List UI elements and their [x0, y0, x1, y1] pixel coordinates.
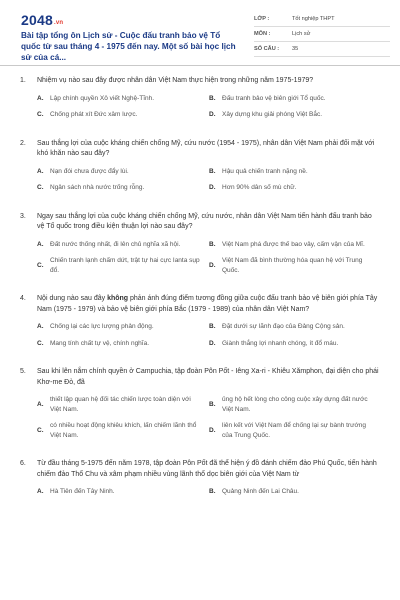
option-letter: B. [209, 400, 216, 408]
option-text: ủng hộ hết lòng cho công cuộc xây dựng đất nước Việt Nam. [222, 396, 368, 413]
answer-option-a[interactable] [37, 322, 209, 332]
answer-option-b[interactable] [209, 167, 381, 177]
answer-option-c[interactable] [37, 183, 209, 193]
meta-value: Tốt nghiệp THPT [292, 16, 335, 22]
answer-option-a[interactable] [37, 240, 209, 250]
answer-option-b[interactable] [209, 94, 381, 104]
answer-options [37, 94, 380, 127]
option-letter: B. [209, 240, 216, 248]
header-divider [0, 65, 400, 66]
option-letter: D. [209, 339, 216, 347]
option-text: Chống phát xít Đức xâm lược. [50, 111, 138, 118]
answer-option-b[interactable] [209, 240, 381, 250]
option-text: Hơn 90% dân số mù chữ. [222, 184, 297, 191]
option-text: Đặt dưới sự lãnh đạo của Đảng Cộng sản. [222, 323, 345, 330]
option-text: Ngân sách nhà nước trống rỗng. [50, 184, 145, 191]
meta-row-subject [254, 27, 390, 42]
meta-value: Lịch sử [292, 31, 311, 37]
answer-option-d[interactable] [209, 339, 381, 349]
answer-options [37, 167, 380, 200]
answer-option-c[interactable] [37, 256, 209, 275]
question-2 [0, 139, 400, 200]
option-text: liên kết với Việt Nam để chống lại sự bành trướng của Trung Quốc. [222, 422, 366, 439]
option-letter: A. [37, 94, 44, 102]
answer-options [37, 322, 380, 355]
question-5 [0, 367, 400, 447]
answer-option-d[interactable] [209, 110, 381, 120]
answer-option-d[interactable] [209, 183, 381, 193]
question-number: 1. [20, 77, 26, 84]
answer-option-a[interactable] [37, 487, 209, 497]
question-number: 3. [20, 212, 26, 220]
question-number: 2. [20, 139, 26, 147]
option-letter: D. [209, 261, 216, 269]
question-text: Nhiệm vụ nào sau đây được nhân dân Việt Nam thực hiện trong những năm 1975-1979? [37, 77, 314, 84]
logo-suffix: .vn [53, 20, 64, 26]
question-number: 4. [20, 295, 26, 302]
exam-title: Bài tập tổng ôn Lịch sử - Cuộc đấu tranh bảo vệ Tổ quốc từ sau tháng 4 - 1975 đến nay. Một số bài học lịch sử của cá... [21, 31, 236, 62]
option-text: có nhiều hoạt động khiêu khích, lấn chiếm lãnh thổ Việt Nam. [50, 422, 197, 439]
option-letter: C. [37, 261, 44, 269]
option-text: Hà Tiên đến Tây Ninh. [50, 488, 115, 495]
brand-logo[interactable] [21, 12, 63, 28]
meta-value: 35 [292, 46, 299, 52]
option-text: Quảng Ninh đến Lai Châu. [222, 488, 299, 495]
answer-option-a[interactable] [37, 94, 209, 104]
option-letter: B. [209, 323, 216, 330]
question-text: Nội dung nào sau đây không phản ánh đúng điểm tương đồng giữa cuộc đấu tranh bảo vệ biên giới phía Tây Nam (1975 - 1979) và bảo vệ biên giới phía Bắc (1979 - 1989) của nhân dân Việt Nam? [37, 295, 378, 313]
option-letter: D. [209, 184, 216, 191]
question-text: Ngay sau thắng lợi của cuộc kháng chiến chống Mỹ, cứu nước, nhân dân Việt Nam tiến hành đấu tranh bảo vệ Tổ quốc trong điều kiện thuận lợi nào sau đây? [37, 212, 372, 230]
question-4 [0, 294, 400, 355]
option-letter: C. [37, 426, 44, 434]
meta-label: SỐ CÂU : [254, 46, 280, 52]
question-number: 6. [20, 460, 26, 467]
answer-option-c[interactable] [37, 421, 209, 440]
option-text: Đất nước thống nhất, đi lên chủ nghĩa xã hội. [50, 240, 181, 248]
option-letter: D. [209, 111, 216, 118]
option-letter: B. [209, 94, 216, 102]
question-text: Sau khi lên nắm chính quyền ở Campuchia, tập đoàn Pôn Pốt - Iêng Xa-ri - Khiêu Xămphon, đại diện cho phái Khơ-me Đỏ, đã [37, 368, 379, 386]
answer-options [37, 395, 380, 447]
option-letter: A. [37, 167, 44, 175]
option-text: Giành thắng lợi nhanh chóng, ít đổ máu. [222, 339, 339, 347]
option-text: Chiến tranh lạnh chấm dứt, trật tự hai cực Ianta sụp đổ. [50, 257, 200, 274]
answer-option-b[interactable] [209, 395, 381, 414]
option-text: thiết lập quan hệ đối tác chiến lược toàn diện với Việt Nam. [50, 396, 191, 413]
question-3 [0, 212, 400, 283]
option-text: Việt Nam đã bình thường hóa quan hệ với Trung Quốc. [222, 257, 363, 274]
option-letter: A. [37, 240, 44, 248]
question-text: Từ đầu tháng 5-1975 đến năm 1978, tập đoàn Pôn Pốt đã thể hiện ý đồ đánh chiếm đảo Phú Quốc, tiến hành chiếm đảo Thổ Chu và xâm phạm nhiều vùng lãnh thổ dọc biên giới của Việt Nam từ [37, 460, 377, 478]
option-text: Việt Nam phá được thế bao vây, cấm vận của Mĩ. [222, 240, 365, 248]
option-letter: B. [209, 488, 216, 495]
answer-option-c[interactable] [37, 110, 209, 120]
option-letter: A. [37, 323, 44, 330]
question-text: Sau thắng lợi của cuộc kháng chiến chống Mỹ, cứu nước (1954 - 1975), nhân dân Việt Nam phải đối mặt với khó khăn nào sau đây? [37, 139, 375, 157]
option-letter: C. [37, 184, 44, 191]
question-list [0, 76, 400, 516]
question-1 [0, 76, 400, 127]
answer-option-a[interactable] [37, 395, 209, 414]
answer-option-b[interactable] [209, 322, 381, 332]
meta-label: MÔN : [254, 31, 271, 37]
answer-option-d[interactable] [209, 256, 381, 275]
option-letter: A. [37, 400, 44, 408]
answer-option-b[interactable] [209, 487, 381, 497]
option-letter: A. [37, 488, 44, 495]
option-text: Hậu quả chiến tranh nặng nề. [222, 167, 308, 175]
emphasis-word: không [107, 295, 129, 302]
answer-options [37, 487, 380, 504]
option-text: Nạn đói chưa được đẩy lùi. [50, 167, 129, 175]
question-6 [0, 459, 400, 504]
answer-option-d[interactable] [209, 421, 381, 440]
answer-options [37, 240, 380, 283]
option-letter: D. [209, 426, 216, 434]
logo-text: 2048 [21, 12, 53, 28]
answer-option-a[interactable] [37, 167, 209, 177]
meta-row-class [254, 12, 390, 27]
option-text: Mang tính chất tự vệ, chính nghĩa. [50, 339, 150, 347]
meta-row-count [254, 42, 390, 57]
page-header [0, 0, 400, 62]
option-text: Chống lại các lực lượng phản động. [50, 323, 154, 330]
option-text: Xây dựng khu giải phóng Việt Bắc. [222, 111, 322, 118]
option-letter: C. [37, 111, 44, 118]
option-text: Lập chính quyền Xô viết Nghệ-Tĩnh. [50, 94, 155, 102]
option-letter: B. [209, 167, 216, 175]
question-number: 5. [20, 368, 26, 375]
option-letter: C. [37, 339, 44, 347]
exam-meta [254, 12, 390, 57]
option-text: Đấu tranh bảo vệ biên giới Tổ quốc. [222, 94, 326, 102]
answer-option-c[interactable] [37, 339, 209, 349]
meta-label: LỚP : [254, 16, 270, 22]
